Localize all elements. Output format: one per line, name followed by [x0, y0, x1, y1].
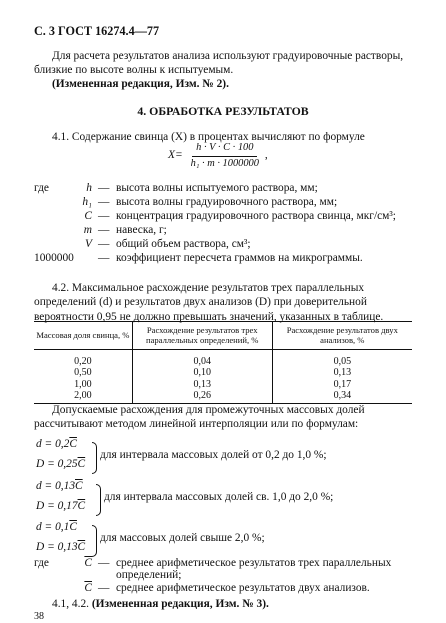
table-cell: 0,34: [272, 390, 412, 404]
definition-symbol: $\overline{C}$: [84, 582, 92, 594]
section-title: 4. ОБРАБОТКА РЕЗУЛЬТАТОВ: [137, 104, 309, 118]
table-cell: 0,13: [272, 367, 412, 378]
where-label: где: [34, 182, 49, 194]
paragraph-4-2: 4.2. Максимальное расхождение результатов трех параллельных определений (d) и результатов двух анализов (D) при доверительной вероятности 0,95 не должно превышать значений, указанных в таблице.: [34, 282, 384, 323]
tolerance-table: [34, 321, 412, 404]
formula-denominator: h₁ · m · 1000000: [190, 157, 259, 169]
coefficient-value: 1000000: [34, 252, 74, 264]
page-header: С. 3 ГОСТ 16274.4—77: [34, 24, 160, 38]
definition-text: общий объем раствора, см³;: [116, 238, 251, 250]
table-cell: 0,04: [132, 349, 272, 367]
formula-d-3: $d = 0,1\overline{C}$: [36, 521, 77, 533]
brace-3: [92, 525, 97, 557]
table-cell: 0,17: [272, 379, 412, 390]
table-cell: 0,05: [272, 349, 412, 367]
definition-dash: —: [98, 582, 110, 594]
where-label: где: [34, 557, 49, 569]
definition-dash: —: [98, 196, 110, 208]
column-header: Массовая доля свинца, %: [34, 322, 132, 350]
definition-symbol: m: [83, 224, 92, 236]
definition-text: определений;: [116, 569, 182, 581]
table-row: [34, 390, 412, 404]
definition-text: высота волны испытуемого раствора, мм;: [116, 182, 318, 194]
variable-definitions: [34, 182, 414, 272]
closing-note: [52, 598, 269, 612]
definition-text: навеска, г;: [116, 224, 167, 236]
definition-dash: —: [98, 182, 110, 194]
column-header: Расхождение результатов трех параллельных определений, %: [132, 322, 272, 350]
formula-D-2: $D = 0,17\overline{C}$: [36, 500, 86, 512]
formula-lhs: X=: [168, 149, 183, 162]
table-cell: 0,10: [132, 367, 272, 378]
column-header: Расхождение результатов двух анализов, %: [272, 322, 412, 350]
definition-text: концентрация градуировочного раствора свинца, мкг/см³;: [116, 210, 396, 222]
table-row: [34, 379, 412, 390]
brace-1: [92, 442, 97, 474]
brace-2: [96, 484, 101, 516]
table-cell: 0,20: [74, 355, 92, 367]
range-text-1: для интервала массовых долей от 0,2 до 1,0 %;: [100, 449, 327, 461]
definition-dash: —: [98, 224, 110, 236]
table-header-row: [34, 322, 412, 350]
definition-text: высота волны градуировочного раствора, мм;: [116, 196, 338, 208]
formula-fraction: [187, 142, 263, 170]
table-cell: 1,00: [74, 378, 92, 390]
lead-formula: [168, 142, 268, 170]
table-cell: 0,13: [132, 379, 272, 390]
definition-dash: —: [98, 557, 110, 569]
mean-definitions-2: [34, 582, 414, 596]
edition-note-3: (Измененная редакция, Изм. № 3).: [91, 598, 269, 610]
formula-numerator: h · V · C · 100: [192, 142, 257, 157]
table-row: [34, 349, 412, 367]
formula-tail: ,: [264, 149, 268, 162]
coefficient-text: коэффициент пересчета граммов на микрограммы.: [116, 252, 363, 264]
definition-symbol: V: [85, 238, 92, 250]
interpolation-paragraph: Допускаемые расхождения для промежуточных массовых долей рассчитывают методом линейной интерполяции или по формулам:: [34, 404, 365, 430]
definition-text: среднее арифметическое результатов двух анализов.: [116, 582, 370, 594]
definition-dash: —: [98, 252, 110, 264]
closing-prefix: 4.1, 4.2.: [52, 598, 90, 610]
range-text-2: для интервала массовых долей св. 1,0 до 2,0 %;: [104, 491, 334, 503]
formula-d-1: $d = 0,2\overline{C}$: [36, 438, 77, 450]
definition-symbol: h₁: [82, 196, 92, 208]
definition-symbol: h: [86, 182, 92, 194]
definition-text: среднее арифметическое результатов трех параллельных: [116, 557, 392, 569]
definition-symbol: C: [84, 210, 92, 222]
formula-d-2: $d = 0,13\overline{C}$: [36, 480, 83, 492]
table-cell: 0,50: [74, 367, 92, 379]
definition-symbol: $\overline{C}$: [84, 557, 92, 569]
table-cell: 2,00: [34, 390, 132, 404]
edition-note-2: (Измененная редакция, Изм. № 2).: [52, 78, 229, 90]
definition-dash: —: [98, 210, 110, 222]
definition-dash: —: [98, 238, 110, 250]
intro-paragraph: Для расчета результатов анализа используют градуировочные растворы, близкие по высоте волны к испытуемым.: [34, 50, 404, 76]
page-number: 38: [34, 611, 44, 622]
formula-D-1: $D = 0,25\overline{C}$: [36, 458, 86, 470]
table-row: [34, 367, 412, 378]
paragraph-4-1: 4.1. Содержание свинца (X) в процентах вычисляют по формуле: [52, 131, 365, 143]
table-cell: 0,26: [132, 390, 272, 404]
range-text-3: для массовых долей свыше 2,0 %;: [100, 532, 265, 544]
formula-D-3: $D = 0,13\overline{C}$: [36, 541, 86, 553]
